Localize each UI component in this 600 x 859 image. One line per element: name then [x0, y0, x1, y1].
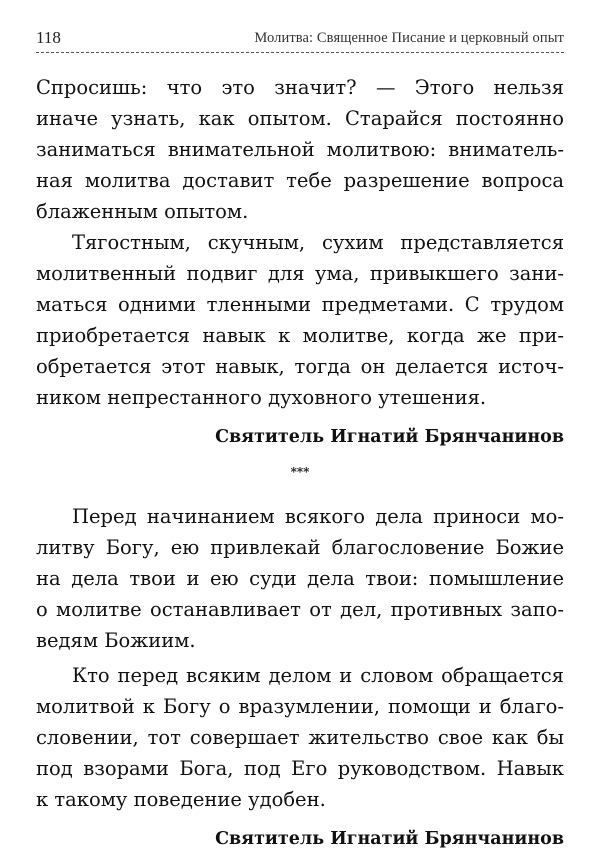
text-line: Тягостным, скучным, сухим представляется: [72, 231, 564, 254]
page-number: 118: [36, 28, 61, 47]
running-title: Молитва: Священное Писание и церковный опыт: [254, 30, 564, 46]
paragraph: [36, 660, 564, 815]
page-body: [36, 72, 564, 859]
text-line: маться одними тленными предметами. С трудом: [36, 293, 564, 316]
text-line: ведям Божиим.: [36, 629, 196, 652]
text-line: литву Богу, ею привлекай благословение Божие: [36, 536, 564, 559]
text-line: Кто перед всяким делом и словом обращается: [72, 664, 564, 687]
paragraph: [36, 227, 564, 413]
text-line: молитвенный подвиг для ума, привыкшего зани-: [36, 262, 564, 285]
text-line: на дела твои и ею суди дела твои: помышление: [36, 567, 564, 590]
text-line: под взорами Бога, под Его руководством. Навык: [36, 757, 564, 780]
text-line: Перед начинанием всякого дела приноси мо-: [72, 505, 564, 528]
text-line: ная молитва доставит тебе разрешение вопроса: [36, 169, 564, 192]
text-line: иначе узнать, как опытом. Старайся постоянно: [36, 107, 564, 130]
text-line: обретается этот навык, тогда он делается источ-: [36, 355, 564, 378]
text-line: приобретается навык к молитве, когда же при-: [36, 324, 564, 347]
text-line: о молитве останавливает от дел, противных запо-: [36, 598, 564, 621]
paragraph: [36, 501, 564, 656]
text-line: Спросишь: что это значит? — Этого нельзя: [36, 76, 564, 99]
attribution: Святитель Игнатий Брянчанинов: [215, 427, 564, 447]
attribution: Святитель Игнатий Брянчанинов: [215, 829, 564, 849]
text-line: заниматься внимательной молитвою: вниматель-: [36, 138, 564, 161]
section-separator: ***: [290, 465, 310, 479]
text-line: молитвой к Богу о вразумлении, помощи и благо-: [36, 695, 564, 718]
text-line: к такому поведение удобен.: [36, 788, 326, 811]
text-line: блаженным опытом.: [36, 200, 249, 223]
text-line: словении, тот совершает жительство свое как бы: [36, 726, 564, 749]
paragraph: [36, 72, 564, 227]
page-header: [36, 26, 564, 53]
text-line: ником непрестанного духовного утешения.: [36, 386, 487, 409]
